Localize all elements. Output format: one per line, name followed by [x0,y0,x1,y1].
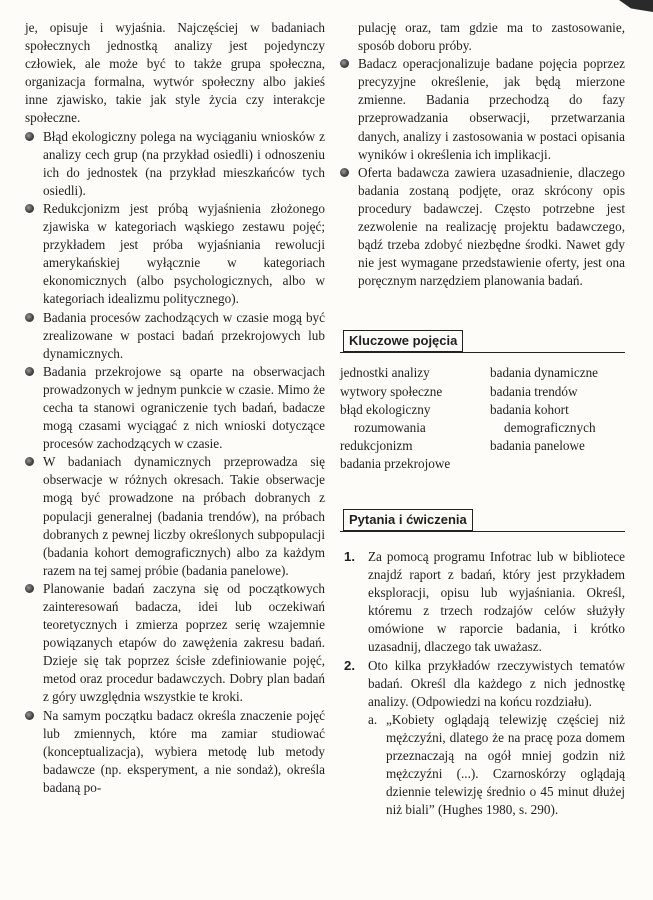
key-concept-term: badania kohort demograficznych [490,401,596,435]
key-concepts-column-b [490,364,625,473]
bullet-dot-icon [25,457,34,466]
bullet-dot-icon [25,132,34,141]
exercise-item [340,548,625,657]
exercise-number: 1. [344,548,355,564]
exercises-heading: Pytania i ćwiczenia [343,509,473,531]
summary-bullet: Badania przekrojowe są oparte na obserwacjach prowadzonych w jednym punkcie w czasie. Mimo że cecha ta stanowi ograniczenie tych badań, badacze mogą czasami wyciągać z nich wnioski dotyczące procesów zachodzących w czasie. [25,363,325,453]
exercise-sub-item [368,711,625,820]
summary-bullet: Na samym początku badacz określa znaczenie pojęć lub zmiennych, które ma zamiar studiować (konceptualizacja), wybiera metodę lub metody badawcze (np. eksperyment, a nie sondaż), określa badaną po- [25,707,325,797]
key-concept-term: badania trendów [490,383,578,399]
key-concepts-section [340,330,625,473]
key-concept-term: badania panelowe [490,437,585,453]
exercises-section [340,509,625,819]
summary-bullet: W badaniach dynamicznych przeprowadza się obserwacje w różnych okresach. Takie obserwacje mogą być prowadzone na próbach dobranych z populacji generalnej (badania trendów), na próbach dobranych z pewnej liczby określonych subpopulacji (badania kohort demograficznych) albo za każdym razem na tej samej próbie (badania panelowe). [25,453,325,580]
right-column [340,19,625,819]
key-concepts-grid [340,364,625,473]
bullet-dot-icon [25,367,34,376]
bullet-dot-icon [25,313,34,322]
key-concept-term: redukcjonizm [340,437,413,453]
key-concept-term: wytwory społeczne [340,383,443,399]
exercise-number: 2. [344,657,355,673]
summary-bullet: Badania procesów zachodzących w czasie mogą być zrealizowane w postaci badań przekrojowych lub dynamicznych. [25,309,325,363]
exercise-sub-list [368,711,625,820]
intro-paragraph: je, opisuje i wyjaśnia. Najczęściej w badaniach społecznych jednostką analizy jest pojedynczy człowiek, ale może być to także grupa społeczna, organizacja formalna, wytwór społeczny albo jakieś inne zjawisko, takie jak style życia czy interakcje społeczne. [25,20,325,126]
key-concepts-heading: Kluczowe pojęcia [343,330,463,352]
summary-bullet-list [25,128,325,797]
exercise-text: Za pomocą programu Infotrac lub w bibliotece znajdź raport z badań, który jest przykładem eksploracji, opisu lub wyjaśniania. Określ, któremu z trzech rodzajów celów służyły omówione w raporcie badania, i krótko uzasadnij, dlaczego tak uważasz. [368,548,625,655]
bullet-dot-icon [25,711,34,720]
summary-bullet: Badacz operacjonalizuje badane pojęcia poprzez precyzyjne określenie, jak będą mierzone zmienne. Badania przechodzą do fazy przeprowadzania obserwacji, przetwarzania danych, analizy i zastosowania w postaci opisania wyników i określenia ich implikacji. [340,55,625,164]
key-concept-term: błąd ekologiczny rozumowania [340,401,431,435]
summary-bullet: Błąd ekologiczny polega na wyciąganiu wniosków z analizy cech grup (na przykład osiedli) i odnoszeniu ich do jednostek (na przykład mieszkańców tych osiedli). [25,128,325,200]
bullet-dot-icon [25,584,34,593]
sub-item-text: „Kobiety oglądają telewizję częściej niż mężczyźni, dlatego że na pracę poza domem przeznaczają na ogół mniej godzin niż mężczyźni (...). Czarnoskórzy oglądają dziennie telewizję średnio o 45 minut dłużej niż biali” (Hughes 1980, s. 290). [386,711,625,818]
exercise-list [340,548,625,819]
key-concepts-column-a [340,364,490,473]
sub-item-letter: a. [368,711,378,727]
continuation-text: pulację oraz, tam gdzie ma to zastosowanie, sposób doboru próby. [358,20,625,54]
key-concept-term: badania dynamiczne [490,365,599,381]
bullet-dot-icon [340,168,349,177]
summary-bullet: Redukcjonizm jest próbą wyjaśnienia złożonego zjawiska w kategoriach wąskiego zestawu pojęć; przykładem jest próba wyjaśniania rewolucji amerykańskiej wyłącznie w kategoriach ekonomicznych (albo psychologicznych, albo w kategoriach idealizmu politycznego). [25,200,325,309]
bullet-dot-icon [340,59,349,68]
summary-bullet: Oferta badawcza zawiera uzasadnienie, dlaczego badania zostaną podjęte, oraz skrócony opis procedury badawczej. Często potrzebne jest zezwolenie na realizację projektu badawczego, bądź trzeba zdobyć niezbędne środki. Nawet gdy nie jest wymagane przedstawienie oferty, jest ona poręcznym narzędziem planowania badań. [340,164,625,291]
summary-bullet-list-continued [340,55,625,290]
exercise-text: Oto kilka przykładów rzeczywistych tematów badań. Określ dla każdego z nich jednostkę analizy. (Odpowiedzi na końcu rozdziału). [368,657,625,709]
page-corner-mark [619,0,653,12]
key-concept-term: badania przekrojowe [340,455,451,471]
exercise-item [340,657,625,820]
bullet-dot-icon [25,204,34,213]
left-column [25,19,325,797]
summary-bullet: Planowanie badań zaczyna się od początkowych zainteresowań badacza, idei lub oczekiwań teoretycznych i zmierza poprzez serię wzajemnie powiązanych etapów do zawężenia zakresu badań. Dzieje się tak poprzez ścisłe zdefiniowanie pojęć, metod oraz procedur badawczych. Dobry plan badań z góry uwzględnia wszystkie te kroki. [25,580,325,707]
key-concept-term: jednostki analizy [340,365,430,381]
